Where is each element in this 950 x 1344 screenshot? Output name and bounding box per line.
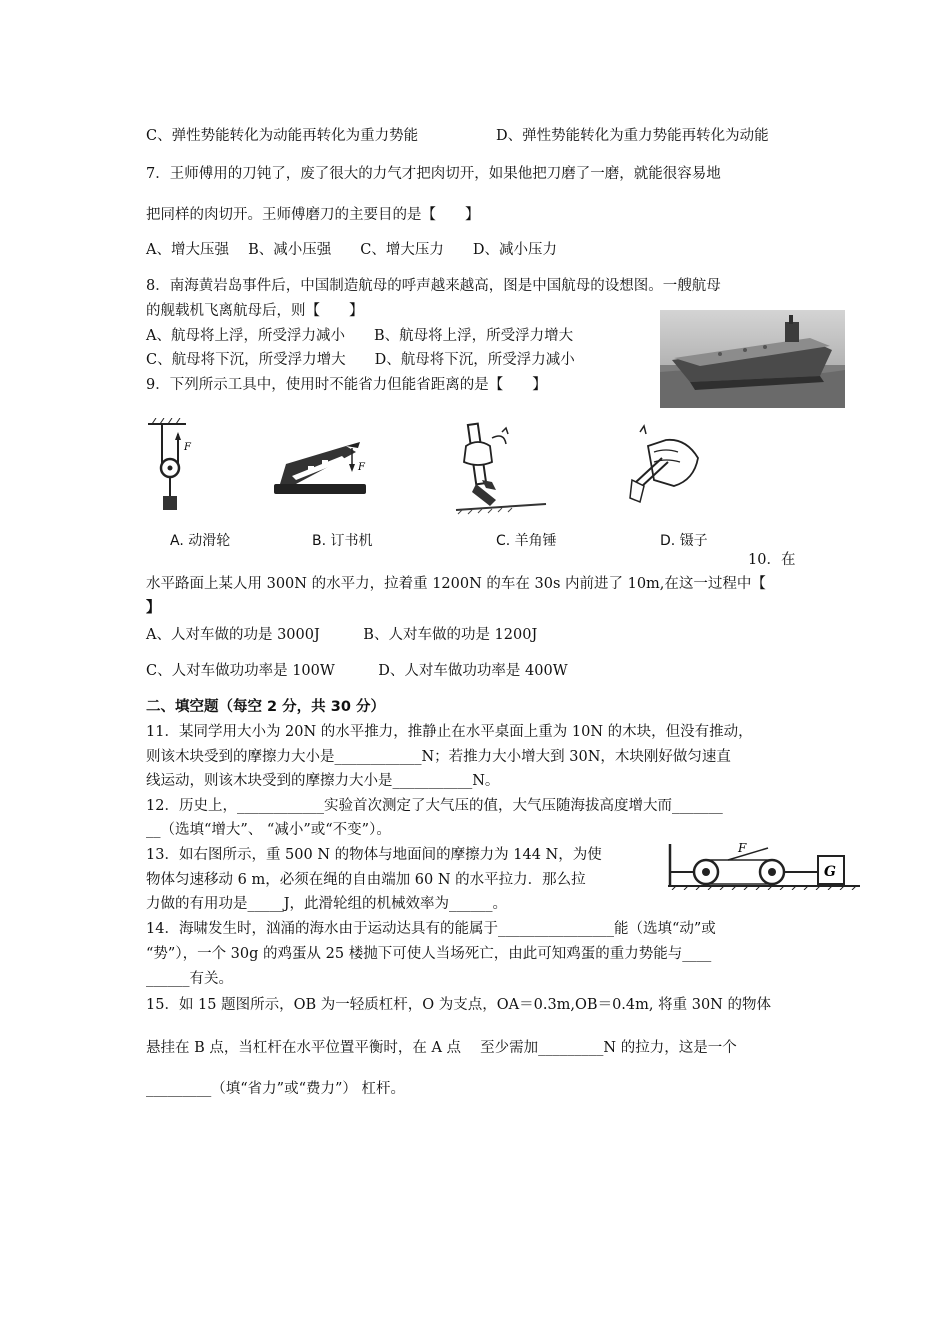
tool-label-a: A. 动滑轮: [170, 533, 231, 549]
q8-options-ab: A、航母将上浮，所受浮力减小 B、航母将上浮，所受浮力增大: [146, 328, 574, 344]
q14-line3: ______有关。: [146, 971, 233, 987]
q10-stem-line1: 水平路面上某人用 300N 的水平力，拉着重 1200N 的车在 30s 内前进了 10m,在这一过程中【: [146, 576, 766, 592]
q6-option-c: C、弹性势能转化为动能再转化为重力势能: [146, 128, 419, 144]
block-g-label: G: [824, 864, 836, 880]
tools-figure: [146, 418, 732, 558]
q8-stem-line2: 的舰载机飞离航母后，则【 】: [146, 303, 364, 319]
aircraft-carrier-illustration: [660, 310, 845, 408]
pulley-system-figure: [668, 838, 860, 890]
q15-line3: _________（填“省力”或“费力”） 杠杆。: [146, 1081, 406, 1097]
q7-options: A、增大压强 B、减小压强 C、增大压力 D、减小压力: [146, 242, 557, 258]
q15-line1: 15．如 15 题图所示，OB 为一轻质杠杆，O 为支点，OA＝0.3m,OB＝0.4m, 将重 30N 的物体: [146, 997, 771, 1013]
q8-options-cd: C、航母将下沉，所受浮力增大 D、航母将下沉，所受浮力减小: [146, 352, 575, 368]
tool-label-b: B. 订书机: [312, 533, 373, 549]
q12-line2: __（选填“增大”、 “减小”或“不变”）。: [146, 822, 391, 838]
pulley-force-label-f: F: [738, 841, 747, 855]
q13-line1: 13．如右图所示，重 500 N 的物体与地面间的摩擦力为 144 N，为使: [146, 847, 602, 863]
q6-option-d: D、弹性势能转化为重力势能再转化为动能: [496, 128, 769, 144]
q11-line1: 11．某同学用大小为 20N 的水平推力，推静止在水平桌面上重为 10N 的木块，但没有推动，: [146, 724, 753, 740]
section2-title: 二、填空题（每空 2 分，共 30 分）: [146, 699, 385, 715]
q13-line2: 物体匀速移动 6 m，必须在绳的自由端加 60 N 的水平拉力．那么拉: [146, 872, 586, 888]
q10-options-ab: A、人对车做的功是 3000J B、人对车做的功是 1200J: [146, 627, 538, 643]
pulley-system-illustration: [668, 838, 860, 890]
q11-line3: 线运动，则该木块受到的摩擦力大小是___________N。: [146, 773, 500, 789]
aircraft-carrier-image: [660, 310, 845, 408]
q12-line1: 12．历史上，____________实验首次测定了大气压的值，大气压随海拔高度增大而_______: [146, 798, 723, 814]
q10-stem-line2: 】: [146, 600, 161, 616]
tool-label-d: D. 镊子: [660, 533, 708, 549]
q15-line2: 悬挂在 B 点，当杠杆在水平位置平衡时，在 A 点 至少需加_________N 的拉力，这是一个: [146, 1040, 737, 1056]
tools-illustration: [146, 418, 732, 558]
q7-stem-line2: 把同样的肉切开。王师傅磨刀的主要目的是【 】: [146, 207, 480, 223]
q13-line3: 力做的有用功是_____J，此滑轮组的机械效率为______。: [146, 896, 508, 912]
q11-line2: 则该木块受到的摩擦力大小是____________N；若推力大小增大到 30N，木块刚好做匀速直: [146, 749, 731, 765]
q10-number: 10．在: [748, 552, 796, 568]
q14-line1: 14．海啸发生时，汹涌的海水由于运动达具有的能属于________________能（选填“动”或: [146, 921, 716, 937]
q8-stem-line1: 8．南海黄岩岛事件后，中国制造航母的呼声越来越高，图是中国航母的设想图。一艘航母: [146, 278, 721, 294]
tool-label-c: C. 羊角锤: [496, 533, 557, 549]
pulley-force-label: F: [184, 442, 191, 453]
q9-stem: 9．下列所示工具中，使用时不能省力但能省距离的是【 】: [146, 377, 547, 393]
q10-options-cd: C、人对车做功功率是 100W D、人对车做功功率是 400W: [146, 663, 568, 679]
q7-stem-line1: 7．王师傅用的刀钝了，废了很大的力气才把肉切开，如果他把刀磨了一磨，就能很容易地: [146, 166, 721, 182]
stapler-force-label: F: [358, 462, 365, 473]
q14-line2: “势”），一个 30g 的鸡蛋从 25 楼抛下可使人当场死亡，由此可知鸡蛋的重力势能与____: [146, 946, 712, 962]
